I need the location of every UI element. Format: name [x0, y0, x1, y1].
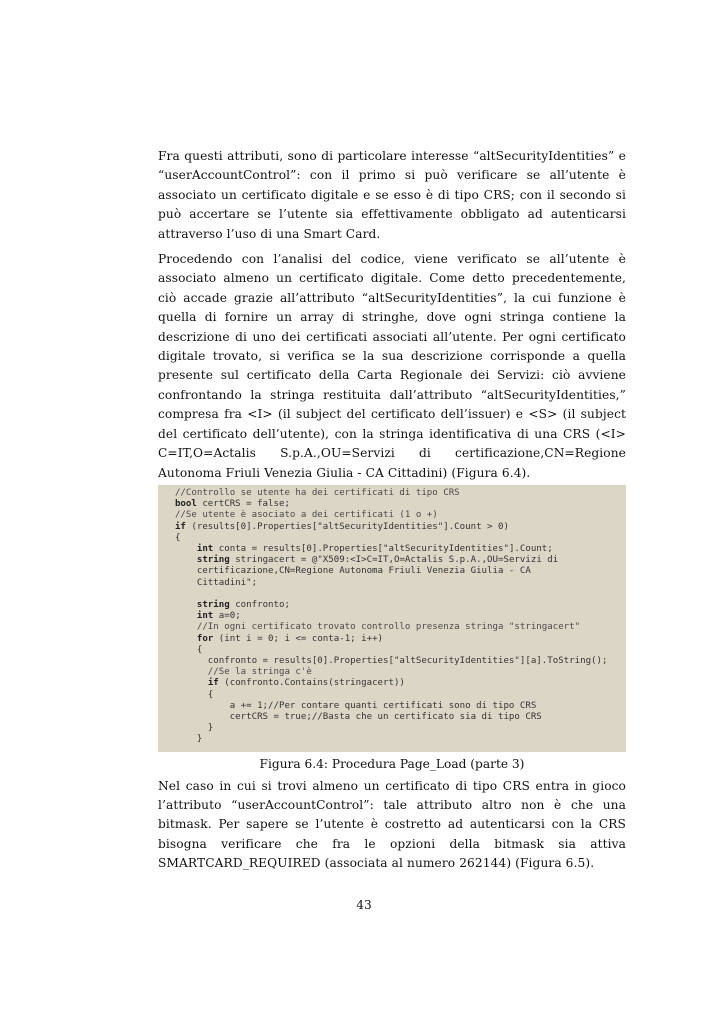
code-line: //Controllo se utente ha dei certificati di tipo CRS [164, 487, 460, 498]
code-line: { [164, 532, 181, 543]
code-line: confronto = results[0].Properties["altSecurityIdentities"][a].ToString(); [164, 655, 608, 666]
code-line: //In ogni certificato trovato controllo presenza stringa "stringacert" [164, 622, 581, 633]
code-line: a += 1;//Per contare quanti certificati sono di tipo CRS [164, 700, 537, 711]
code-line: int a=0; [196, 611, 241, 622]
code-line: Cittadini"; [164, 577, 258, 588]
code-line: if (results[0].Properties["altSecurityIdentities"].Count > 0) [174, 521, 509, 532]
code-line: { [164, 644, 203, 655]
code-line: } [164, 723, 214, 734]
page-content [158, 147, 626, 880]
paragraph-analysis: Procedendo con l’analisi del codice, viene verificato se all’utente è associato almeno un certificato digitale. Come detto precedentemente, ciò accade grazie all’attributo “altSecurityIdentities”, la cui funzione è quella di fornire un array di stringhe, dove ogni stringa contiene la descrizione di uno dei certificati associati all’utente. Per ogni certificato digitale trovato, si verifica se la sua descrizione corrisponde a quella presente sul certificato della Carta Regionale dei Servizi: ciò avviene confrontando la stringa restituita dall’attributo “altSecurityIdentities,” compresa fra <I> (il subject del certificato dell’issuer) e <S> (il subject del certificato dell’utente), con la stringa identificativa di una CRS (<I> C=IT,O=Actalis S.p.A.,OU=Servizi di certificazione,CN=Regione Autonoma Friuli Venezia Giulia - CA Cittadini) (Figura 6.4). [158, 252, 626, 480]
code-line: certCRS = true;//Basta che un certificato sia di tipo CRS [164, 711, 542, 722]
figure-caption: Figura 6.4: Procedura Page_Load (parte 3) [259, 756, 525, 771]
code-line: if (confronto.Contains(stringacert)) [207, 678, 405, 689]
code-line: //Se la stringa c'è [164, 667, 312, 678]
page-number: 43 [356, 898, 372, 912]
code-line: string confronto; [196, 599, 290, 610]
paragraph-attributes: Fra questi attributi, sono di particolare interesse “altSecurityIdentities” e “userAccountControl”: con il primo si può verificare se all’utente è associato un certificato digitale e se esso è di tipo CRS; con il secondo si può accertare se l’utente sia effettivamente obbligato ad autenticarsi attraverso l’uso di una Smart Card. [158, 149, 626, 241]
code-line: { [164, 689, 214, 700]
code-line: certificazione,CN=Regione Autonoma Friuli Venezia Giulia - CA [164, 566, 531, 577]
code-line: int conta = results[0].Properties["altSecurityIdentities"].Count; [196, 543, 553, 554]
code-line: //Se utente è asociato a dei certificati (1 o +) [164, 510, 438, 521]
code-line [164, 589, 626, 600]
paragraph-bitmask: Nel caso in cui si trovi almeno un certificato di tipo CRS entra in gioco l’attributo “userAccountControl”: tale attributo altro non è che una bitmask. Per sapere se l’utente è costretto ad autenticarsi con la CRS bisogna verificare che fra le opzioni della bitmask sia attiva SMARTCARD_REQUIRED (associata al numero 262144) (Figura 6.5). [158, 778, 626, 871]
code-line: string stringacert = @"X509:<I>C=IT,O=Actalis S.p.A.,OU=Servizi di [196, 555, 559, 566]
code-listing [158, 485, 626, 752]
code-line: for (int i = 0; i <= conta-1; i++) [196, 633, 384, 644]
code-line: bool certCRS = false; [174, 499, 290, 510]
code-line: } [164, 734, 203, 745]
